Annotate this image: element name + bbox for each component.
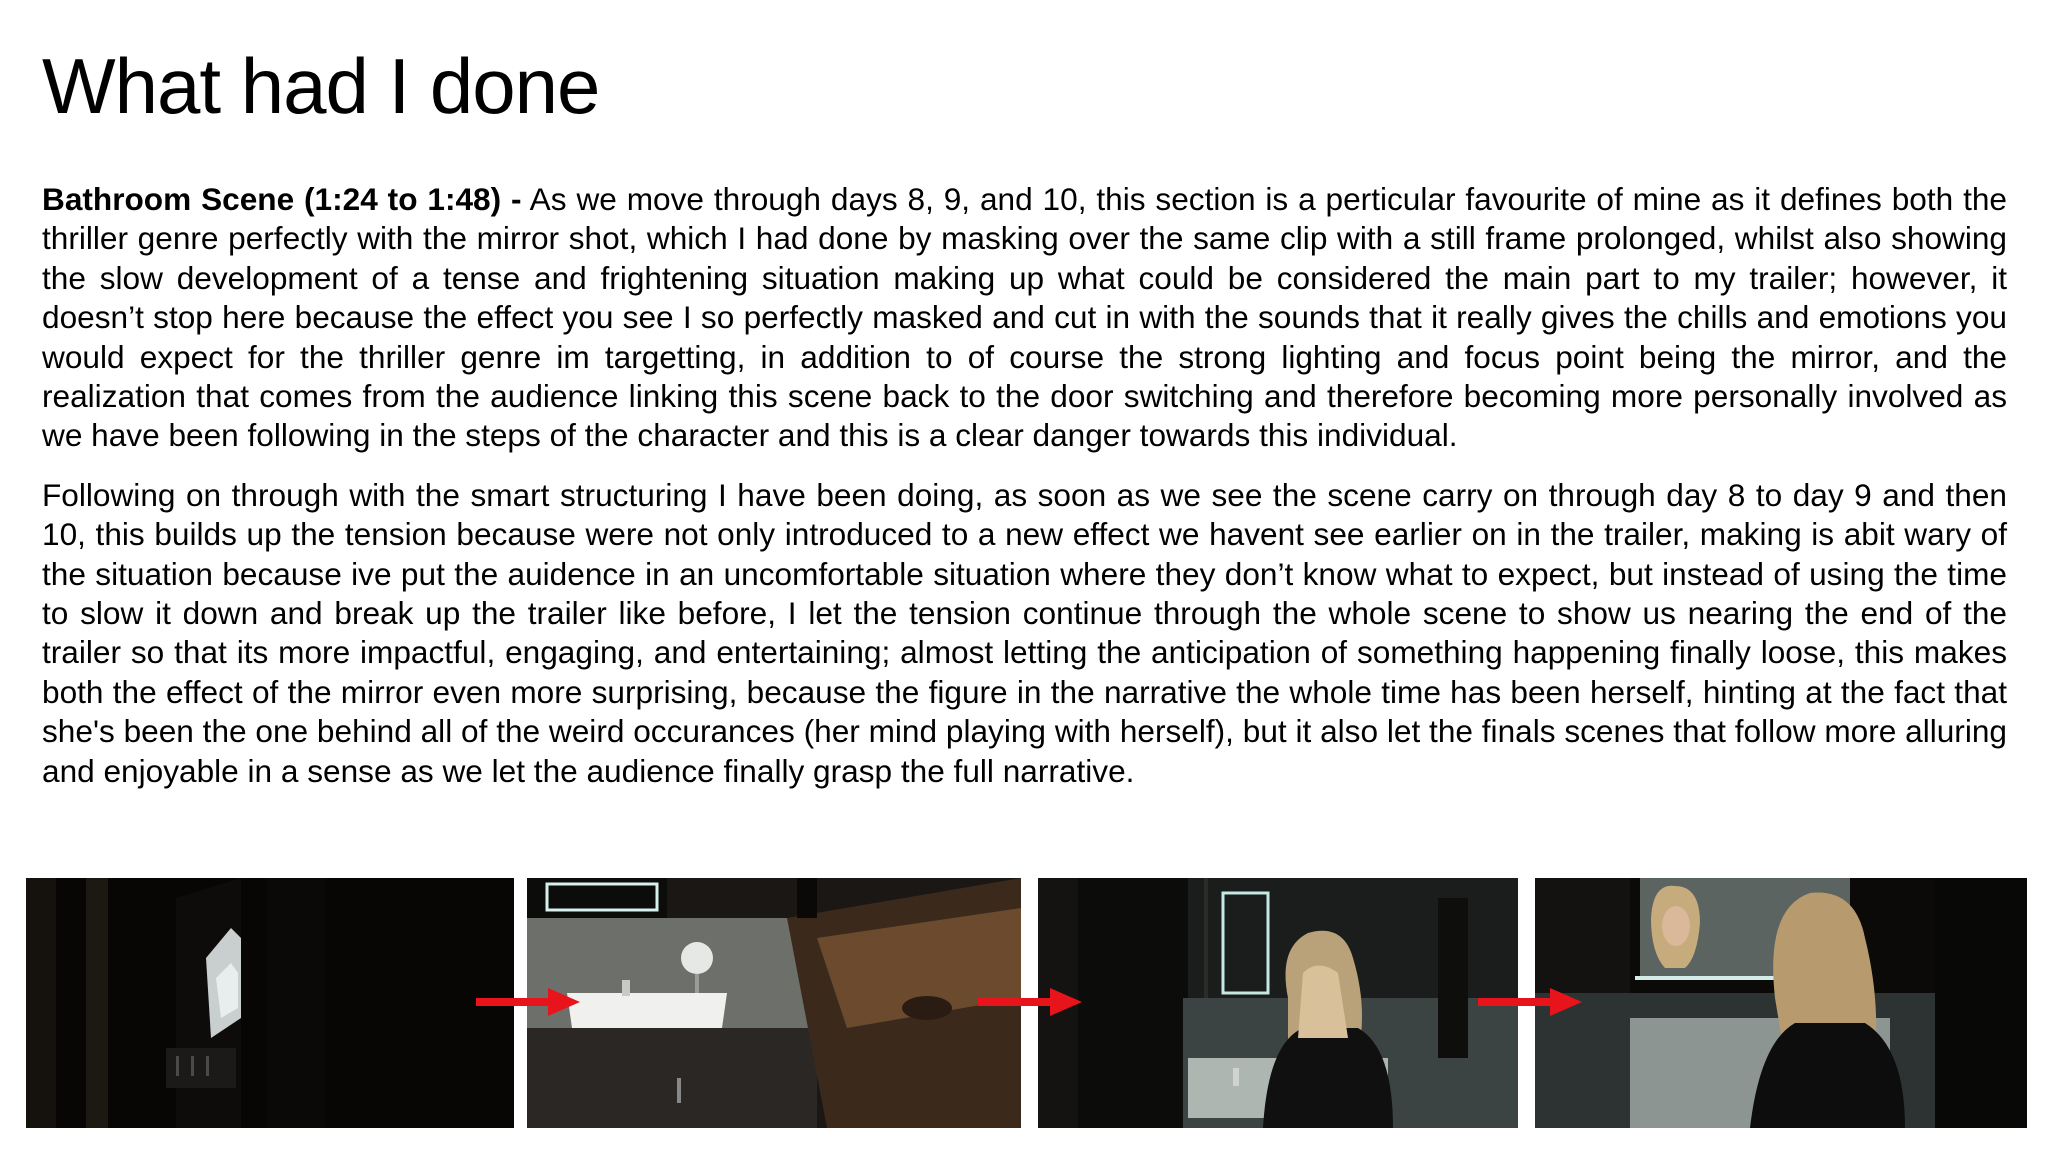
slide-title: What had I done	[42, 42, 600, 130]
paragraph-bathroom-scene	[42, 180, 2007, 456]
paragraph-1-text: As we move through days 8, 9, and 10, this section is a perticular favourite of mine as it defines both the thriller genre perfectly with the mirror shot, which I had done by masking over the same clip with a still frame prolonged, whilst also showing the slow development of a tense and frightening situation making up what could be considered the main part to my trailer; however, it doesn’t stop here because the effect you see I so perfectly masked and cut in with the sounds that it really gives the chills and emotions you would expect for the thriller genre im targetting, in addition to of course the strong lighting and focus point being the mirror, and the realization that comes from the audience linking this scene back to the door switching and therefore becoming more personally involved as we have been following in the steps of the character and this is a clear danger towards this individual.	[42, 181, 2008, 454]
right-arrow-icon	[476, 986, 581, 1018]
right-arrow-icon	[1478, 986, 1583, 1018]
woman-at-sink-frame	[1038, 878, 1518, 1128]
bathroom-sink-frame	[527, 878, 1021, 1128]
mirror-reflection-frame	[1535, 878, 2027, 1128]
dark-doorway-frame	[26, 878, 514, 1128]
right-arrow-icon	[978, 986, 1083, 1018]
scene-heading: Bathroom Scene (1:24 to 1:48) -	[42, 181, 522, 217]
slide-body	[42, 180, 2007, 811]
paragraph-2: Following on through with the smart structuring I have been doing, as soon as we see the scene carry on through day 8 to day 9 and then 10, this builds up the tension because were not only introduced to a new effect we havent see earlier on in the trailer, making is abit wary of the situation because ive put the auidence in an uncomfortable situation where they don’t know what to expect, but instead of using the time to slow it down and break up the trailer like before, I let the tension continue through the whole scene to show us nearing the end of the trailer so that its more impactful, engaging, and entertaining; almost letting the anticipation of something happening finally loose, this makes both the effect of the mirror even more surprising, because the figure in the narrative the whole time has been herself, hinting at the fact that she's been the one behind all of the weird occurances (her mind playing with herself), but it also let the finals scenes that follow more alluring and enjoyable in a sense as we let the audience finally grasp the full narrative.	[42, 476, 2007, 789]
